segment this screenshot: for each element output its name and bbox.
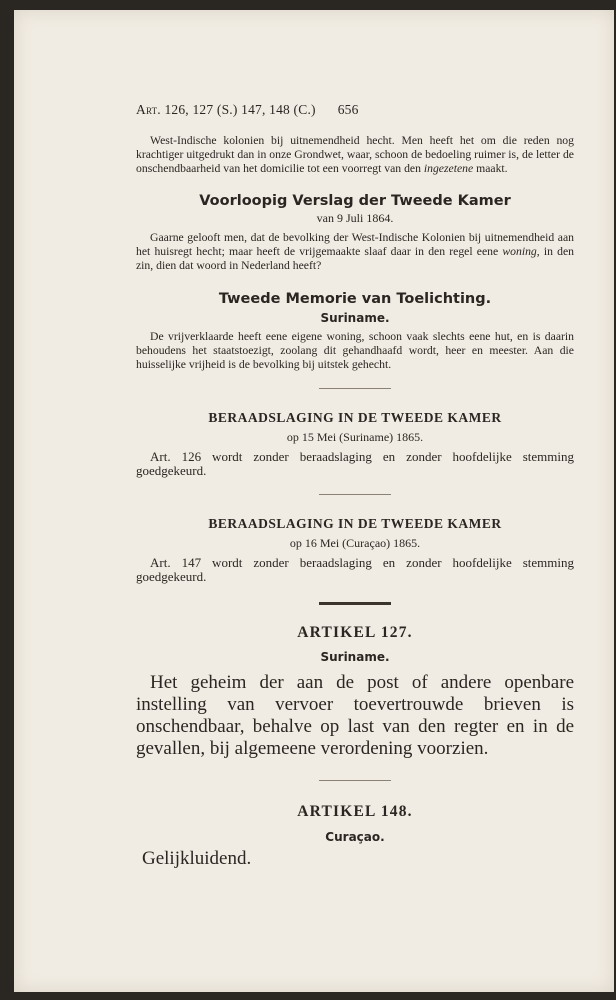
thick-divider	[319, 602, 391, 605]
running-head	[136, 102, 574, 118]
running-head-articles: Art. 126, 127 (S.) 147, 148 (C.)	[136, 102, 316, 117]
beraadslaging-1-text: Art. 126 wordt zonder beraadslaging en zonder hoofdelijke stemming goedgekeurd.	[136, 449, 574, 478]
memorie-toelichting-subtitle: Suriname.	[320, 311, 390, 325]
artikel-127-text: Het geheim der aan de post of andere openbare instelling van vervoer toevertrouwde brieven is onschendbaar, behalve op last van den regter en in de gevallen, bij algemeene verordening voorzien.	[136, 672, 574, 759]
voorloopig-verslag-date: van 9 Juli 1864.	[316, 211, 394, 225]
section-divider	[319, 388, 391, 389]
section-divider	[319, 780, 391, 781]
artikel-148-title: ARTIKEL 148.	[297, 803, 413, 820]
intro-paragraph: West-Indische kolonien bij uitnemendheid hecht. Men heeft het om die reden nog krachtiger uitgedrukt dan in onze Grondwet, waar, schoon de bedoeling ruimer is, de letter de onschendbaarheid van het domicilie tot een voorregt van den ingezetene maakt.	[136, 134, 574, 175]
emphasis-ingezetene: ingezetene	[423, 162, 474, 175]
voorloopig-verslag-text: Gaarne gelooft men, dat de bevolking der West-Indische Kolonien bij uitnemendheid aan het huisregt hecht; maar heeft de vrijgemaakte slaaf daar in den regel eene woning, in den zin, dien dat woord in Nederland heeft?	[136, 231, 574, 272]
memorie-toelichting-text: De vrijverklaarde heeft eene eigene woning, schoon vaak slechts eene hut, en is daarin behoudens het staatstoezigt, zoolang dit gehandhaafd wordt, heer en meester. Aan die huisselijke vrijheid is de bevolking bij uitstek gehecht.	[136, 330, 574, 371]
beraadslaging-1-title: BERAADSLAGING IN DE TWEEDE KAMER	[208, 410, 502, 425]
page-number: 656	[337, 102, 359, 117]
emphasis-woning: woning	[502, 245, 537, 258]
voorloopig-verslag-title: Voorloopig Verslag der Tweede Kamer	[199, 193, 511, 209]
beraadslaging-2-text: Art. 147 wordt zonder beraadslaging en zonder hoofdelijke stemming goedgekeurd.	[136, 555, 574, 584]
artikel-148-text: Gelijkluidend.	[142, 848, 252, 869]
artikel-127-title: ARTIKEL 127.	[297, 624, 413, 641]
section-divider	[319, 494, 391, 495]
artikel-148-subtitle: Curaçao.	[325, 830, 385, 844]
beraadslaging-2-date: op 16 Mei (Curaçao) 1865.	[289, 536, 421, 550]
memorie-toelichting-title: Tweede Memorie van Toelichting.	[218, 291, 492, 307]
beraadslaging-2-title: BERAADSLAGING IN DE TWEEDE KAMER	[208, 516, 502, 531]
artikel-127-subtitle: Suriname.	[320, 650, 390, 664]
book-page	[14, 10, 614, 992]
page-text-block	[136, 102, 574, 870]
beraadslaging-1-date: op 15 Mei (Suriname) 1865.	[286, 430, 424, 444]
